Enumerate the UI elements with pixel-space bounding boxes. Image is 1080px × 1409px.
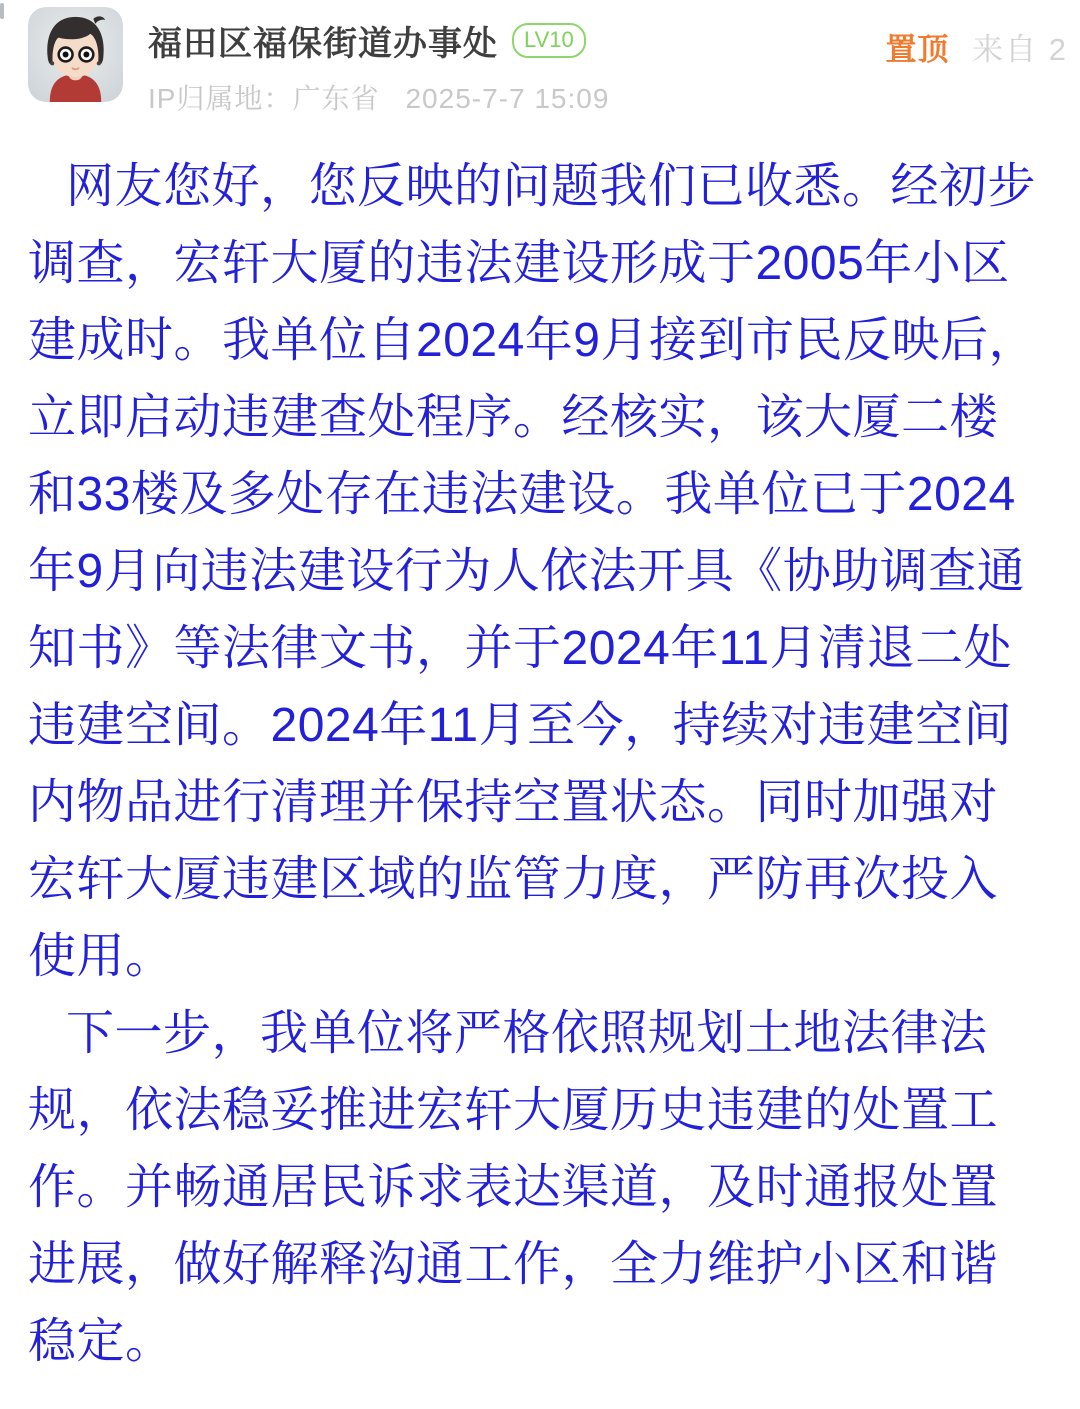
body-line: 知书》等法律文书，并于2024年11月清退二处 [28,622,1013,675]
body-line: 调查，宏轩大厦的违法建设形成于2005年小区 [28,237,1010,290]
post-header [0,0,1080,136]
body-line: 违建空间。2024年11月至今，持续对违建空间 [28,699,1013,752]
user-avatar[interactable] [28,7,123,102]
body-line: 下一步，我单位将严格依照规划土地法律法 [66,1007,988,1060]
body-line: 作。并畅通居民诉求表达渠道，及时通报处置 [28,1161,999,1214]
body-line: 和33楼及多处存在违法建设。我单位已于2024 [28,468,1016,521]
pinned-badge: 置顶 [885,32,950,67]
meta-row [148,77,609,117]
body-line: 使用。 [28,930,174,983]
header-text-block [148,16,609,117]
body-line: 规，依法稳妥推进宏轩大厦历史违建的处置工 [28,1084,999,1137]
level-badge: LV10 [512,23,586,58]
screen-edge-artifact [0,3,4,19]
post-timestamp: 2025-7-7 15:09 [405,83,610,114]
body-line: 建成时。我单位自2024年9月接到市民反映后， [28,314,1037,367]
body-line: 进展，做好解释沟通工作，全力维护小区和谐 [28,1238,999,1291]
body-line: 立即启动违建查处程序。经核实，该大厦二楼 [28,391,999,444]
body-line: 宏轩大厦违建区域的监管力度，严防再次投入 [28,853,999,906]
body-line: 年9月向违法建设行为人依法开具《协助调查通 [28,545,1026,598]
child-avatar-icon [28,7,123,102]
body-line: 内物品进行清理并保持空置状态。同时加强对 [28,776,999,829]
name-row [148,16,609,65]
header-right [886,24,1068,69]
body-line: 网友您好，您反映的问题我们已收悉。经初步 [66,160,1037,213]
post-body [0,148,1080,1380]
ip-location-value: 广东省 [292,83,380,114]
from-floor-link[interactable]: 来自 2 [972,32,1068,67]
body-line: 稳定。 [28,1315,174,1368]
ip-location-label: IP归属地： [148,83,293,114]
username[interactable]: 福田区福保街道办事处 [148,25,498,63]
